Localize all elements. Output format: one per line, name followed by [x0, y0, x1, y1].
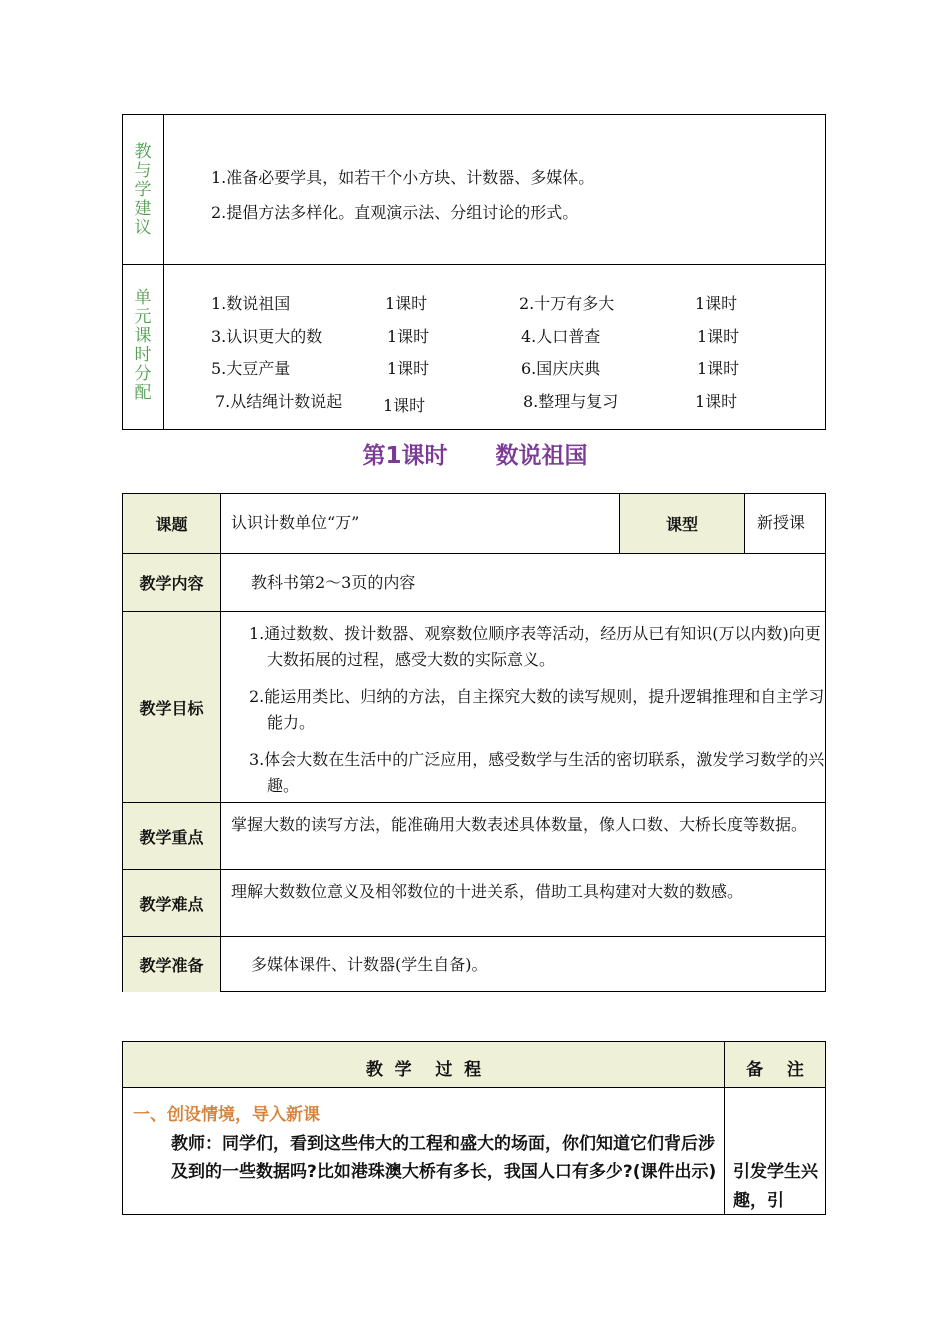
- allocation-hours: 1课时: [697, 327, 740, 346]
- lesson-info-table: [122, 493, 826, 992]
- content-label: 教学内容: [123, 554, 221, 611]
- teaching-process-table: [122, 1041, 826, 1215]
- key-value: 掌握大数的读写方法，能准确用大数表述具体数量，像人口数、大桥长度等数据。: [231, 815, 808, 834]
- note-header: 备 注: [746, 1060, 804, 1080]
- note-text: 引发学生兴趣，引: [733, 1162, 818, 1211]
- suggestion-item: 2.提倡方法多样化。直观演示法、分组讨论的形式。: [211, 203, 579, 222]
- prep-value: 多媒体课件、计数器(学生自备)。: [251, 955, 488, 974]
- allocation-item: 4.人口普查: [521, 327, 601, 346]
- goals-list: [249, 621, 825, 799]
- allocation-item: 7.从结绳计数说起: [215, 392, 343, 411]
- goal-item: 1.通过数数、拨计数器、观察数位顺序表等活动，经历从已有知识(万以内数)向更大数拓展的过程，感受大数的实际意义。: [249, 624, 821, 669]
- difficulty-value: 理解大数数位意义及相邻数位的十进关系，借助工具构建对大数的数感。: [231, 882, 744, 901]
- goal-item: 2.能运用类比、归纳的方法，自主探究大数的读写规则，提升逻辑推理和自主学习能力。: [249, 687, 825, 732]
- allocation-item: 5.大豆产量: [211, 359, 291, 378]
- allocation-hours: 1课时: [695, 392, 738, 411]
- allocation-item: 2.十万有多大: [519, 294, 615, 313]
- allocation-hours: 1课时: [383, 396, 426, 415]
- allocation-hours: 1课时: [387, 359, 430, 378]
- key-label: 教学重点: [123, 803, 221, 869]
- allocation-hours: 1课时: [695, 294, 738, 313]
- topic-value: 认识计数单位“万”: [231, 513, 360, 532]
- goals-label: 教学目标: [123, 612, 221, 802]
- lesson-title: 第1课时 数说祖国: [362, 443, 588, 469]
- allocation-hours: 1课时: [387, 327, 430, 346]
- section-title: 一、创设情境，导入新课: [133, 1105, 320, 1125]
- process-paragraph: 教师：同学们，看到这些伟大的工程和盛大的场面，你们知道它们背后涉及到的一些数据吗?比如港珠澳大桥有多长，我国人口有多少?(课件出示): [171, 1134, 717, 1182]
- allocation-hours: 1课时: [697, 359, 740, 378]
- process-header: 教 学 过 程: [365, 1060, 482, 1080]
- allocation-item: 6.国庆庆典: [521, 359, 601, 378]
- suggestion-item: 1.准备必要学具，如若干个小方块、计数器、多媒体。: [211, 168, 595, 187]
- difficulty-label: 教学难点: [123, 870, 221, 936]
- allocation-item: 1.数说祖国: [211, 294, 291, 313]
- topic-label: 课题: [123, 494, 221, 553]
- prep-label: 教学准备: [123, 937, 221, 992]
- allocation-label: 单 元 课 时 分 配: [134, 288, 152, 403]
- type-value: 新授课: [757, 513, 806, 532]
- goal-item: 3.体会大数在生活中的广泛应用，感受数学与生活的密切联系，激发学习数学的兴趣。: [249, 750, 825, 795]
- type-label: 课型: [619, 494, 745, 553]
- allocation-hours: 1课时: [385, 294, 428, 313]
- allocation-item: 8.整理与复习: [523, 392, 619, 411]
- allocation-item: 3.认识更大的数: [211, 327, 323, 346]
- suggestions-label: 教 与 学 建 议: [134, 142, 152, 238]
- content-value: 教科书第2～3页的内容: [251, 573, 416, 592]
- unit-overview-table: [122, 114, 826, 430]
- process-header-row: [123, 1042, 825, 1088]
